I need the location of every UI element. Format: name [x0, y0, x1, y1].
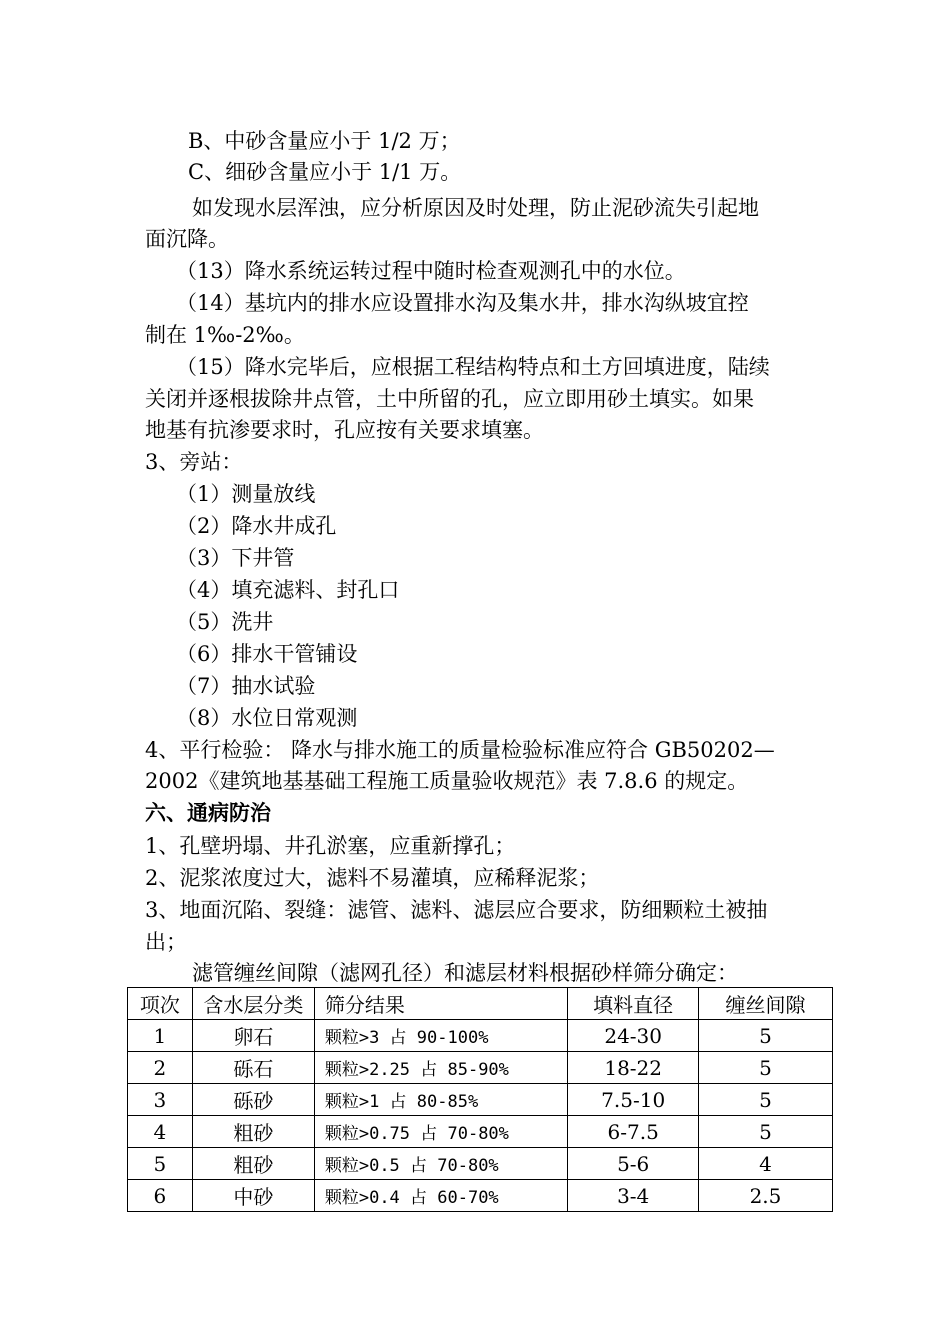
section-3-heading: 3、旁站： [145, 450, 243, 474]
table-caption: 滤管缠丝间隙（滤网孔径）和滤层材料根据砂样筛分确定： [192, 961, 738, 985]
cell-aquifer-type: 卵石 [192, 1020, 314, 1052]
cell-wire-gap: 5 [698, 1052, 832, 1084]
cell-filler-diameter: 3-4 [568, 1180, 699, 1212]
table-row [128, 1020, 833, 1052]
table-row [128, 1116, 833, 1148]
problem-1: 1、孔壁坍塌、井孔淤塞，应重新撑孔； [145, 834, 516, 858]
header-aquifer-type: 含水层分类 [192, 988, 314, 1020]
header-filler-diameter: 填料直径 [568, 988, 699, 1020]
list-item-3: （3）下井管 [176, 546, 295, 570]
list-item-5: （5）洗井 [176, 610, 274, 634]
cell-index: 3 [128, 1084, 193, 1116]
list-item-7: （7）抽水试验 [176, 674, 316, 698]
sieve-table [127, 987, 833, 1212]
cell-sieve-result: 颗粒>3 占 90-100% [314, 1020, 568, 1052]
line-item14-2: 制在 1‰-2‰。 [145, 323, 305, 347]
list-item-8: （8）水位日常观测 [176, 706, 358, 730]
cell-sieve-result: 颗粒>0.5 占 70-80% [314, 1148, 568, 1180]
cell-index: 5 [128, 1148, 193, 1180]
cell-sieve-result: 颗粒>1 占 80-85% [314, 1084, 568, 1116]
header-index: 项次 [128, 988, 193, 1020]
problem-3-line-2: 出； [145, 930, 187, 954]
cell-aquifer-type: 粗砂 [192, 1148, 314, 1180]
table-row [128, 1084, 833, 1116]
cell-filler-diameter: 6-7.5 [568, 1116, 699, 1148]
cell-sieve-result: 颗粒>0.4 占 60-70% [314, 1180, 568, 1212]
table-header-row [128, 988, 833, 1020]
cell-sieve-result: 颗粒>2.25 占 85-90% [314, 1052, 568, 1084]
cell-wire-gap: 4 [698, 1148, 832, 1180]
line-c: C、细砂含量应小于 1/1 万。 [188, 160, 462, 184]
list-item-2: （2）降水井成孔 [176, 514, 337, 538]
cell-wire-gap: 5 [698, 1020, 832, 1052]
problem-3-line-1: 3、地面沉陷、裂缝：滤管、滤料、滤层应合要求，防细颗粒土被抽 [145, 898, 768, 922]
line-item14-1: （14）基坑内的排水应设置排水沟及集水井，排水沟纵坡宜控 [176, 291, 749, 315]
cell-index: 1 [128, 1020, 193, 1052]
list-item-6: （6）排水干管铺设 [176, 642, 358, 666]
cell-filler-diameter: 5-6 [568, 1148, 699, 1180]
cell-wire-gap: 5 [698, 1116, 832, 1148]
line-item15-3: 地基有抗渗要求时，孔应按有关要求填塞。 [145, 418, 544, 442]
line-item13: （13）降水系统运转过程中随时检查观测孔中的水位。 [176, 259, 686, 283]
line-item15-2: 关闭并逐根拔除井点管，土中所留的孔，应立即用砂土填实。如果 [145, 387, 754, 411]
cell-filler-diameter: 7.5-10 [568, 1084, 699, 1116]
line-turbid-1: 如发现水层浑浊，应分析原因及时处理，防止泥砂流失引起地 [192, 196, 759, 220]
line-item15-1: （15）降水完毕后，应根据工程结构特点和土方回填进度，陆续 [176, 355, 770, 379]
cell-aquifer-type: 中砂 [192, 1180, 314, 1212]
cell-wire-gap: 5 [698, 1084, 832, 1116]
line-turbid-2: 面沉降。 [145, 227, 229, 251]
cell-index: 2 [128, 1052, 193, 1084]
table-row [128, 1148, 833, 1180]
table-row [128, 1052, 833, 1084]
cell-filler-diameter: 24-30 [568, 1020, 699, 1052]
cell-filler-diameter: 18-22 [568, 1052, 699, 1084]
list-item-4: （4）填充滤料、封孔口 [176, 578, 400, 602]
cell-sieve-result: 颗粒>0.75 占 70-80% [314, 1116, 568, 1148]
cell-wire-gap: 2.5 [698, 1180, 832, 1212]
cell-aquifer-type: 砾石 [192, 1052, 314, 1084]
cell-aquifer-type: 粗砂 [192, 1116, 314, 1148]
line-b: B、中砂含量应小于 1/2 万； [188, 129, 461, 153]
cell-index: 4 [128, 1116, 193, 1148]
cell-aquifer-type: 砾砂 [192, 1084, 314, 1116]
table-row [128, 1180, 833, 1212]
heading-six: 六、通病防治 [145, 800, 271, 825]
header-sieve-result: 筛分结果 [314, 988, 568, 1020]
problem-2: 2、泥浆浓度过大，滤料不易灌填，应稀释泥浆； [145, 866, 600, 890]
header-wire-gap: 缠丝间隙 [698, 988, 832, 1020]
cell-index: 6 [128, 1180, 193, 1212]
section-4-line-2: 2002《建筑地基基础工程施工质量验收规范》表 7.8.6 的规定。 [145, 769, 749, 793]
section-4-line-1: 4、平行检验： 降水与排水施工的质量检验标准应符合 GB50202— [145, 738, 775, 762]
list-item-1: （1）测量放线 [176, 482, 316, 506]
